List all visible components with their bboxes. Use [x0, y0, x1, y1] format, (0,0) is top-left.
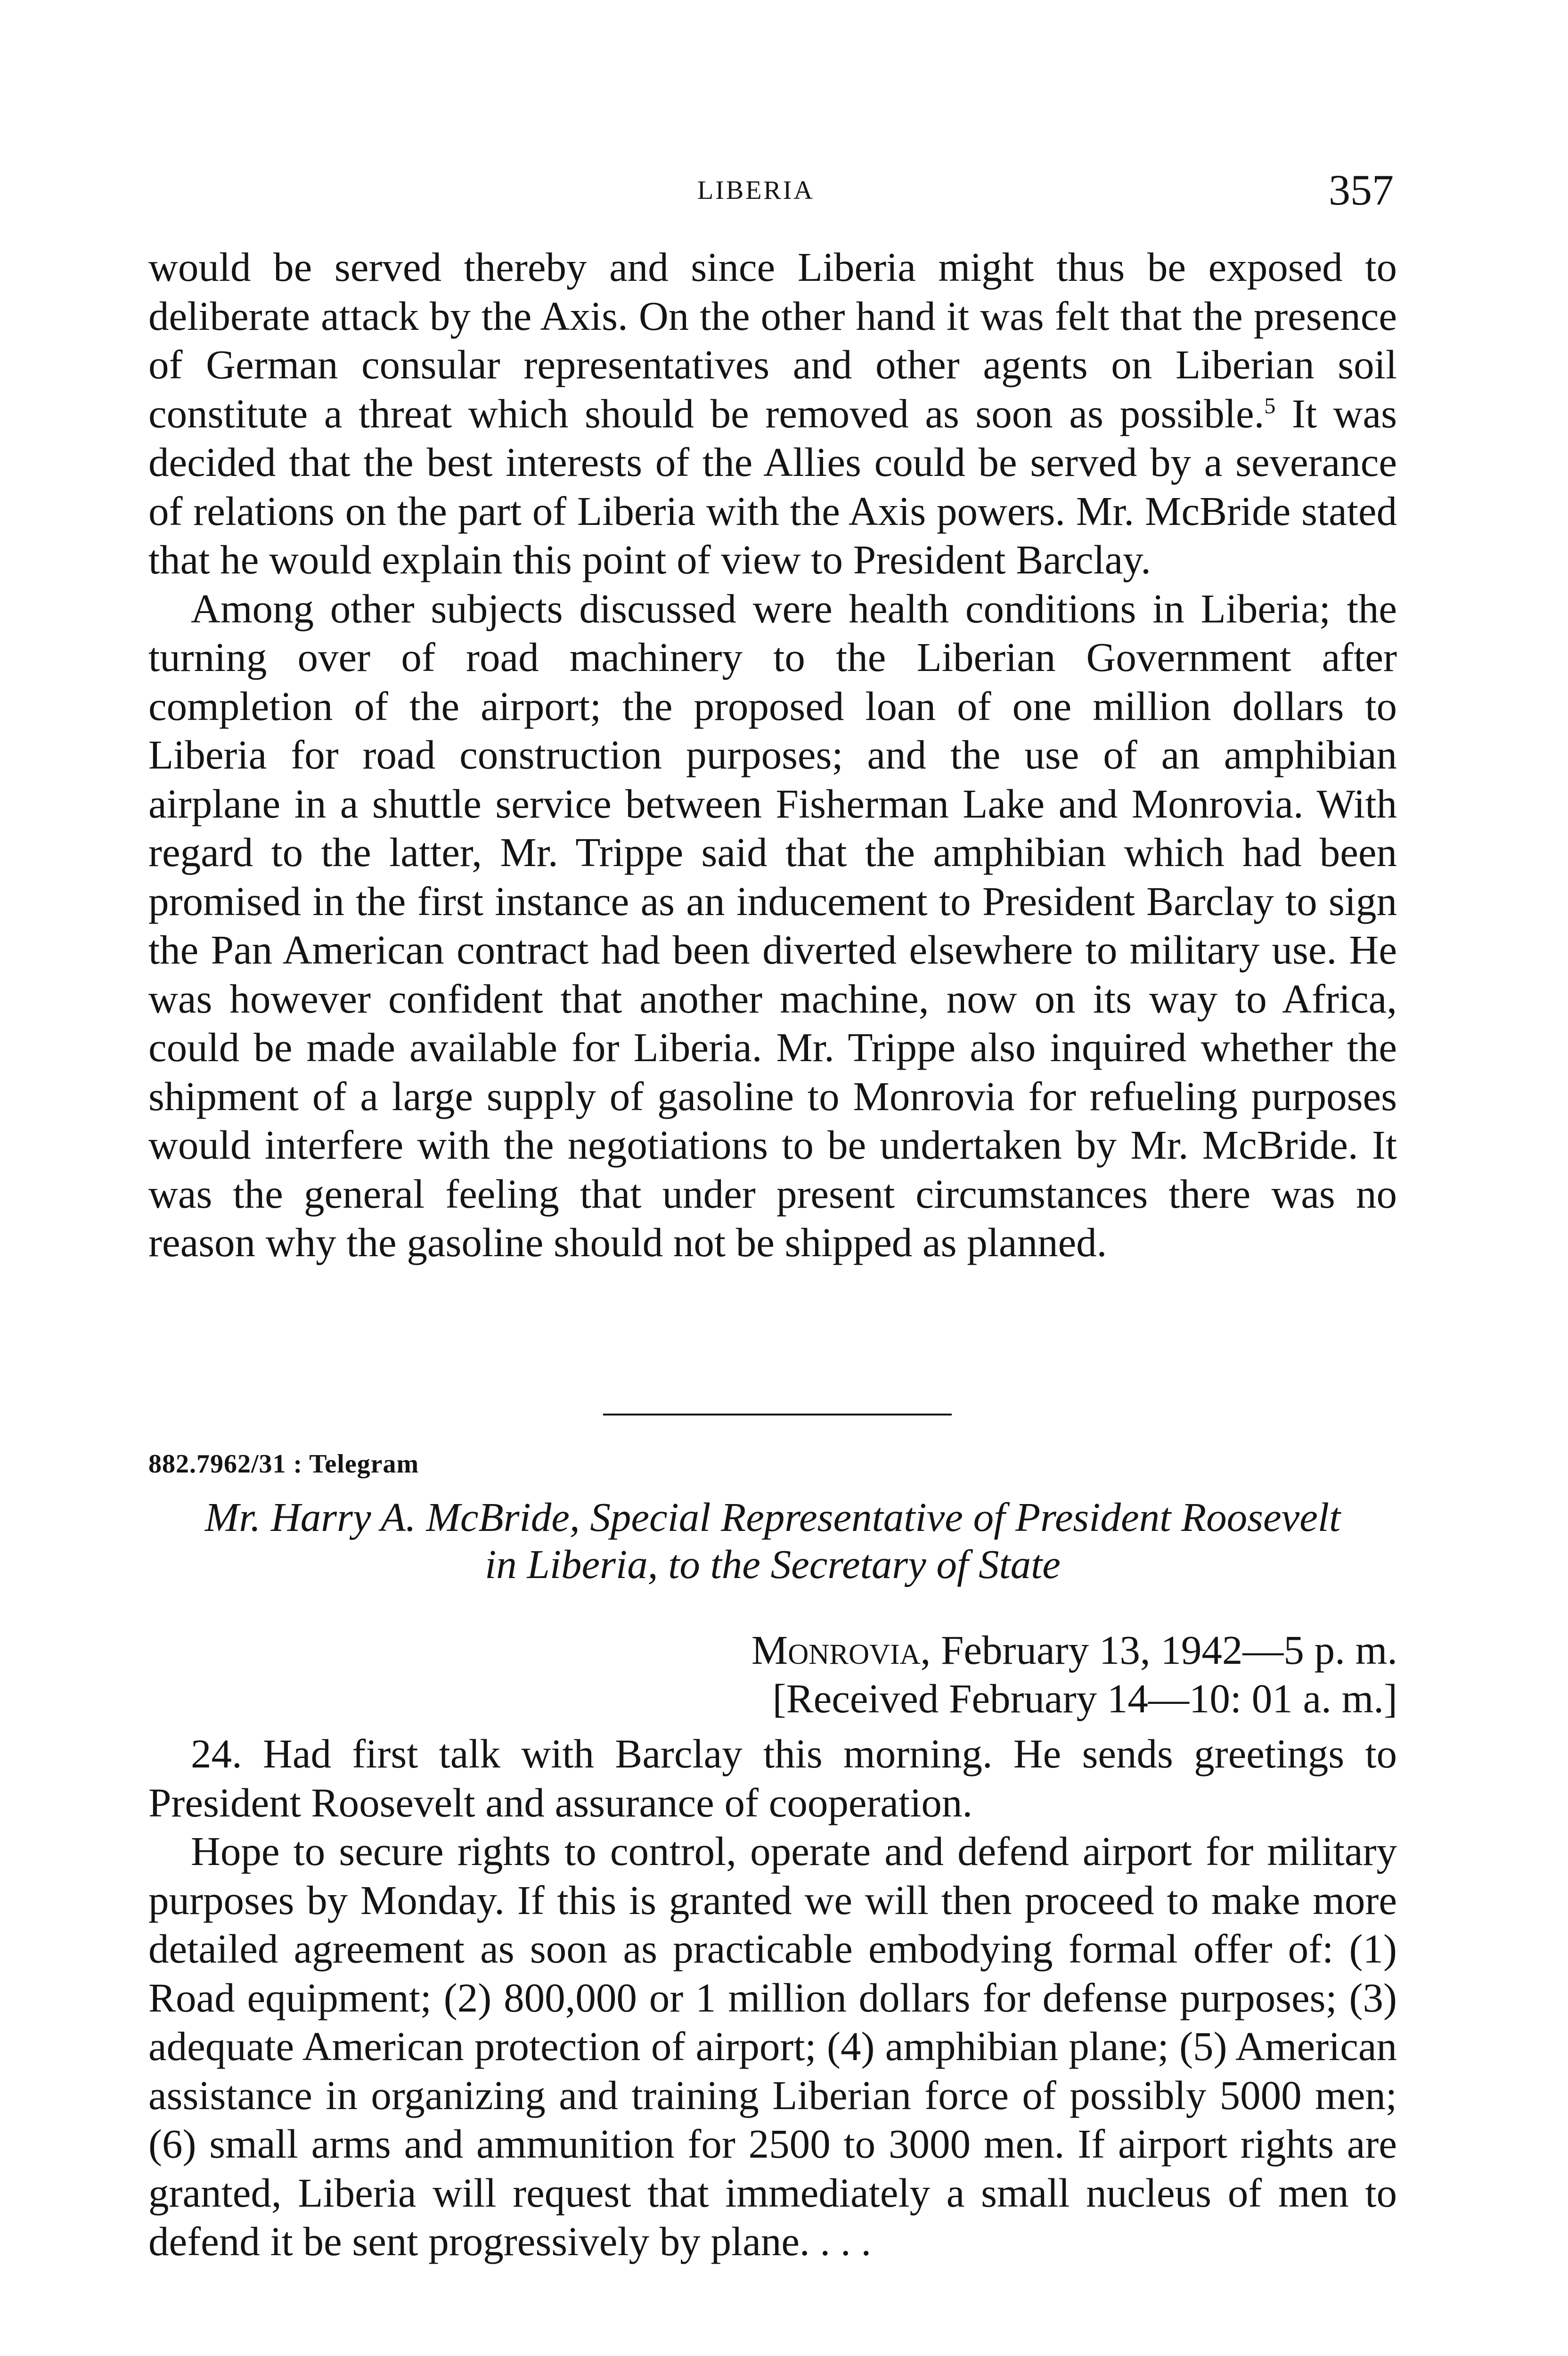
dateline-place: Monrovia — [751, 1627, 921, 1673]
dateline-received: [Received February 14—10: 01 a. m.] — [772, 1676, 1397, 1721]
section-divider — [603, 1414, 952, 1415]
dateline-sent — [751, 1626, 1397, 1674]
running-head — [0, 165, 1568, 212]
footnote-reference: 5 — [1264, 393, 1276, 418]
heading-line: in Liberia, to the Secretary of State — [485, 1541, 1061, 1587]
running-title: LIBERIA — [697, 176, 815, 205]
paragraph: 24. Had first talk with Barclay this morning. He sends greetings to President Roosevelt and assurance of cooperation. — [148, 1731, 1397, 1825]
file-reference: 882.7962/31 : Telegram — [148, 1449, 419, 1479]
body-text-telegram — [148, 1729, 1397, 2266]
page-number: 357 — [1329, 166, 1394, 214]
paragraph: Among other subjects discussed were health conditions in Liberia; the turning over of road machinery to the Liberian Government after completion of the airport; the proposed loan of one million dollars to Liberia for road construction purposes; and the use of an amphibian airplane in a shuttle service between Fisherman Lake and Monrovia. With regard to the latter, Mr. Trippe said that the amphibian which had been promised in the first instance as an inducement to President Barclay to sign the Pan American contract had been diverted elsewhere to military use. He was however confident that another machine, now on its way to Africa, could be made available for Liberia. Mr. Trippe also inquired whether the shipment of a large supply of gasoline to Monrovia for refueling purposes would interfere with the negotiations to be undertaken by Mr. McBride. It was the general feeling that under present circumstances there was no reason why the gasoline should not be shipped as planned. — [148, 585, 1397, 1265]
heading-line: Mr. Harry A. McBride, Special Representative of President Roosevelt — [204, 1494, 1341, 1540]
paragraph-continued — [148, 243, 1397, 584]
paragraph: Hope to secure rights to control, operate and defend airport for military purposes by Monday. If this is granted we will then proceed to make more detailed agreement as soon as practicable embodying formal offer of: (1) Road equipment; (2) 800,000 or 1 million dollars for defense purposes; (3) adequate American protection of airport; (4) amphibian plane; (5) American assistance in organizing and training Liberian force of possibly 5000 men; (6) small arms and ammunition for 2500 to 3000 men. If airport rights are granted, Liberia will request that immediately a small nucleus of men to defend it be sent progressively by plane. . . . — [148, 1828, 1397, 2264]
dateline — [751, 1626, 1397, 1723]
dateline-date: , February 13, 1942—5 p. m. — [920, 1627, 1397, 1673]
paragraph-text: It was decided that the best interests of the Allies could be served by a severance of relations on the part of Liberia with the Axis powers. Mr. McBride stated that he would explain this point of view to President Barclay. — [148, 390, 1397, 582]
paragraph-text: would be served thereby and since Liberia might thus be exposed to deliberate attack by the Axis. On the other hand it was felt that the presence of German consular representatives and other agents on Liberian soil constitute a threat which should be removed as soon as possible. — [148, 244, 1397, 436]
document-heading — [148, 1494, 1397, 1588]
body-text-top — [148, 243, 1397, 1267]
